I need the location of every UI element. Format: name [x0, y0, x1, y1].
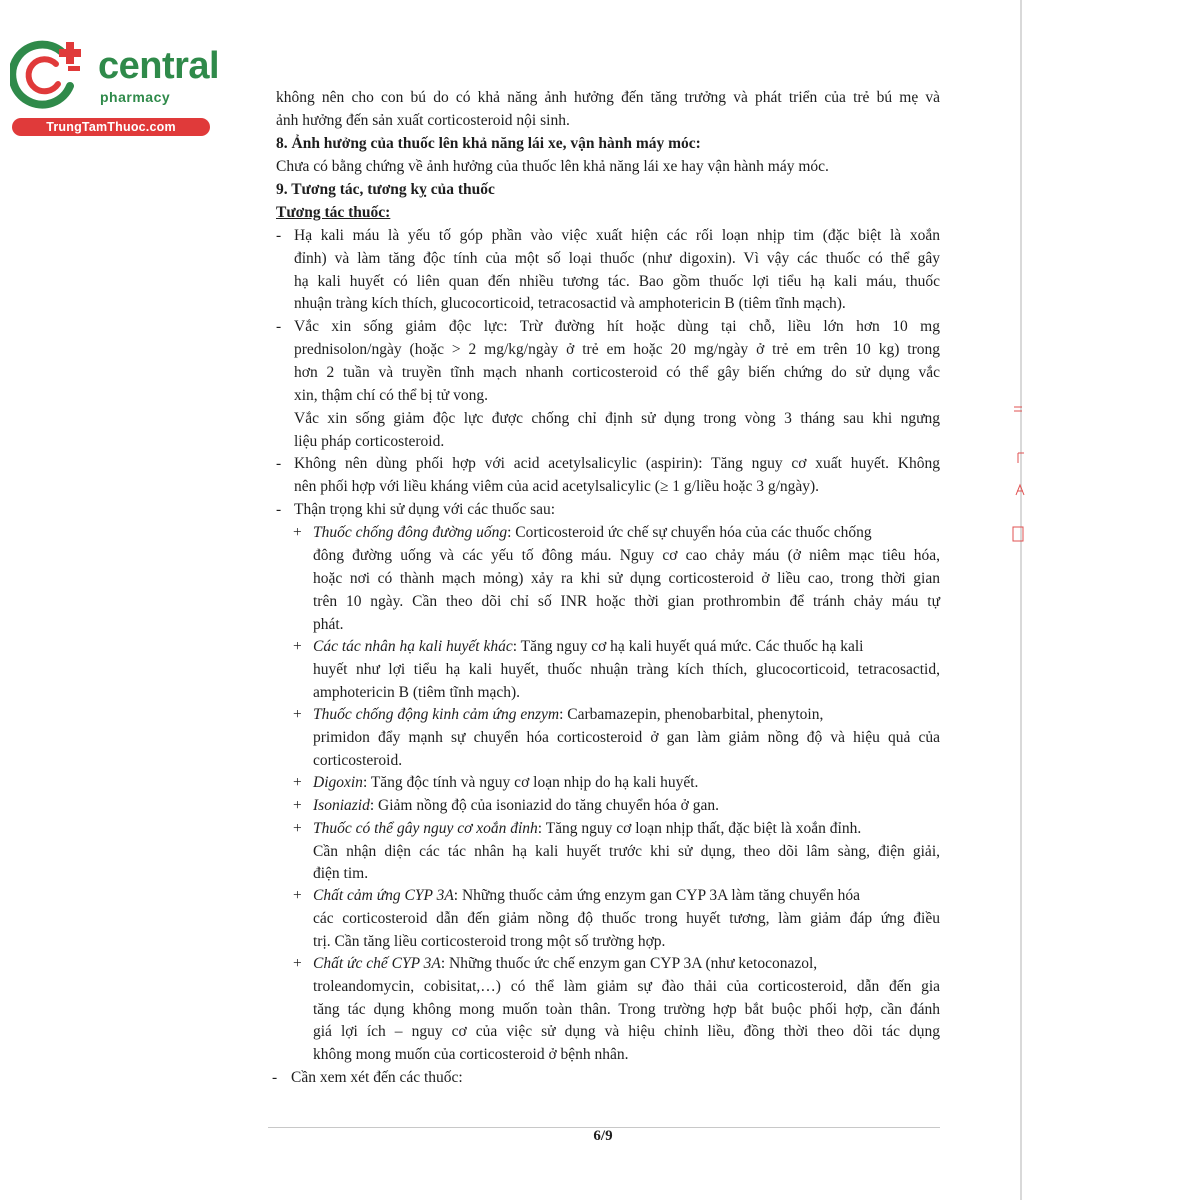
text-line: amphotericin B (tiêm tĩnh mạch).: [313, 684, 521, 701]
plus-bullet: +: [293, 774, 302, 791]
dash-bullet: -: [276, 318, 282, 335]
text-line: hơn 2 tuần và truyền tĩnh mạch nhanh corticosteroid có thể gây biến chứng do sử dụng vắc: [294, 364, 940, 381]
text-line: các corticosteroid dẫn đến giảm nồng độ thuốc trong huyết tương, làm giảm đáp ứng điều: [313, 910, 940, 927]
drug-class-term: Chất ức chế CYP 3A: [313, 955, 441, 972]
text-line: corticosteroid.: [313, 752, 403, 769]
text-line: primidon đẩy mạnh sự chuyển hóa corticosteroid ở gan làm giảm nồng độ và hiệu quả của: [313, 729, 940, 746]
text-line: nhuận tràng kích thích, glucocorticoid, tetracosactid và amphotericin B (tiêm tĩnh mạch).: [294, 295, 846, 312]
text-line: Chất cảm ứng CYP 3A: Những thuốc cảm ứng enzym gan CYP 3A làm tăng chuyển hóa: [313, 887, 861, 904]
text-line: troleandomycin, cobisitat,…) có thể làm giảm sự đào thải của corticosteroid, dẫn đến gia: [313, 978, 940, 995]
subheading-drug-interactions: Tương tác thuốc:: [276, 204, 391, 221]
drug-class-term: Thuốc chống đông đường uống: [313, 524, 508, 541]
text-line: Thận trọng khi sử dụng với các thuốc sau:: [294, 501, 556, 518]
text-line: nên phối hợp với liều kháng viêm của acid acetylsalicylic (≥ 1 g/liều hoặc 3 g/ngày).: [294, 478, 820, 495]
page-edge-line: [1020, 0, 1022, 1200]
text-line: hoặc nơi có thành mạch mỏng) xảy ra khi sử dụng corticosteroid ở liều cao, trong thời gian: [313, 570, 940, 587]
drug-class-term: Thuốc chống động kinh cảm ứng enzym: [313, 706, 560, 723]
page-number: 6/9: [593, 1128, 613, 1144]
text-line: Thuốc chống đông đường uống: Corticosteroid ức chế sự chuyển hóa của các thuốc chống: [313, 524, 872, 541]
plus-bullet: +: [293, 638, 302, 655]
red-stamp-edge: [1008, 405, 1028, 555]
brand-website: TrungTamThuoc.com: [12, 118, 210, 136]
section-heading-9: 9. Tương tác, tương kỵ của thuốc: [276, 181, 495, 198]
text-line: hạ kali huyết có liên quan đến nhiều tương tác. Bao gồm thuốc lợi tiểu hạ kali máu, thuốc: [294, 273, 940, 290]
text-line: prednisolon/ngày (hoặc > 2 mg/kg/ngày ở trẻ em hoặc 20 mg/ngày ở trẻ em trên 10 kg) trong: [294, 341, 940, 358]
dash-bullet: -: [272, 1069, 278, 1086]
text-line: trị. Cần tăng liều corticosteroid trong một số trường hợp.: [313, 933, 666, 950]
text-line: đông đường uống và các yếu tố đông máu. Nguy cơ cao chảy máu (ở niêm mạc tiêu hóa,: [313, 547, 940, 564]
drug-class-term: Thuốc có thể gây nguy cơ xoắn đỉnh: [313, 820, 538, 837]
text-line: ảnh hưởng đến sản xuất corticosteroid nội sinh.: [276, 112, 570, 129]
drug-class-term: Chất cảm ứng CYP 3A: [313, 887, 454, 904]
text-line: Thuốc có thể gây nguy cơ xoắn đỉnh: Tăng nguy cơ loạn nhịp thất, đặc biệt là xoắn đỉnh.: [313, 820, 862, 837]
text-line: trên 10 ngày. Cần theo dõi chỉ số INR hoặc thời gian prothrombin để tránh chảy máu tự: [313, 593, 940, 610]
text-line: xin, thậm chí có thể bị tử vong.: [294, 387, 488, 404]
text-line: liệu pháp corticosteroid.: [294, 433, 445, 450]
text-line: đỉnh) và làm tăng độc tính của một số loại thuốc (như digoxin). Vì vậy các thuốc có thể gây: [294, 250, 940, 267]
text-line: phát.: [313, 616, 344, 633]
text-line: Vắc xin sống giảm độc lực: Trừ đường hít hoặc dùng tại chỗ, liều lớn hơn 10 mg: [294, 318, 940, 335]
drug-class-term: Các tác nhân hạ kali huyết khác: [313, 638, 513, 655]
text-line: Hạ kali máu là yếu tố góp phần vào việc xuất hiện các rối loạn nhịp tim (đặc biệt là xoắn: [294, 227, 940, 244]
dash-bullet: -: [276, 455, 282, 472]
text-line: Cần nhận diện các tác nhân hạ kali huyết trước khi sử dụng, theo dõi lâm sàng, điện giải,: [313, 843, 940, 860]
text-line: Không nên dùng phối hợp với acid acetylsalicylic (aspirin): Tăng nguy cơ xuất huyết. Không: [294, 455, 940, 472]
brand-subtitle: pharmacy: [100, 89, 171, 105]
drug-class-term: Digoxin: [313, 774, 363, 791]
dash-bullet: -: [276, 227, 282, 244]
text-line: Chất ức chế CYP 3A: Những thuốc ức chế enzym gan CYP 3A (như ketoconazol,: [313, 955, 818, 972]
drug-class-term: Isoniazid: [313, 797, 370, 814]
text-line: giá lợi ích – nguy cơ của việc sử dụng và hiệu chỉnh liều, đồng thời theo dõi tác dụng: [313, 1023, 940, 1040]
text-line: Chưa có bằng chứng về ảnh hưởng của thuốc lên khả năng lái xe hay vận hành máy móc.: [276, 158, 829, 175]
text-line: Thuốc chống động kinh cảm ứng enzym: Carbamazepin, phenobarbital, phenytoin,: [313, 706, 824, 723]
text-line: Cần xem xét đến các thuốc:: [291, 1069, 463, 1086]
text-line: huyết như lợi tiểu hạ kali huyết, thuốc nhuận tràng kích thích, glucocorticoid, tetracosactid,: [313, 661, 940, 678]
plus-bullet: +: [293, 706, 302, 723]
plus-bullet: +: [293, 820, 302, 837]
plus-bullet: +: [293, 524, 302, 541]
text-line: Isoniazid: Giảm nồng độ của isoniazid do tăng chuyển hóa ở gan.: [313, 797, 719, 814]
dash-bullet: -: [276, 501, 282, 518]
text-line: điện tim.: [313, 865, 369, 882]
plus-bullet: +: [293, 955, 302, 972]
text-line: không nên cho con bú do có khả năng ảnh hưởng đến tăng trưởng và phát triển của trẻ bú mẹ và: [276, 89, 940, 106]
text-line: tăng tác dụng không mong muốn toàn thân. Trong trường hợp bắt buộc phối hợp, cần đánh: [313, 1001, 940, 1018]
section-heading-8: 8. Ảnh hưởng của thuốc lên khả năng lái xe, vận hành máy móc:: [276, 135, 701, 152]
text-line: không mong muốn của corticosteroid ở bệnh nhân.: [313, 1046, 629, 1063]
plus-bullet: +: [293, 887, 302, 904]
text-line: Vắc xin sống giảm độc lực được chống chỉ định sử dụng trong vòng 3 tháng sau khi ngưng: [294, 410, 940, 427]
pharmacy-cross-logo-icon: [10, 38, 90, 110]
brand-name: central: [98, 45, 220, 87]
central-pharmacy-logo: [10, 38, 220, 138]
plus-bullet: +: [293, 797, 302, 814]
text-line: Digoxin: Tăng độc tính và nguy cơ loạn nhịp do hạ kali huyết.: [313, 774, 699, 791]
text-line: Các tác nhân hạ kali huyết khác: Tăng nguy cơ hạ kali huyết quá mức. Các thuốc hạ kali: [313, 638, 864, 655]
